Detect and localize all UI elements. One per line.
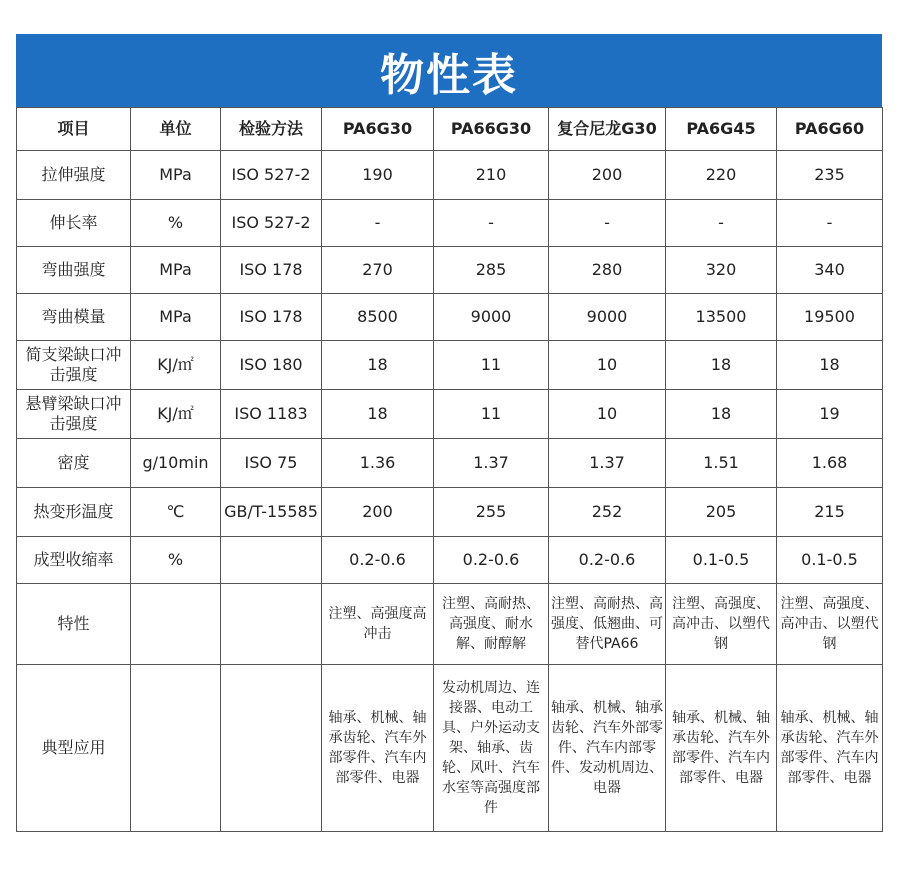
value-cell: 18 [322,390,434,439]
row-unit: KJ/㎡ [131,390,221,439]
value-cell: - [666,200,777,247]
row-unit: MPa [131,151,221,200]
value-cell: 340 [777,247,883,294]
value-cell: 1.36 [322,439,434,488]
row-item: 简支梁缺口冲击强度 [17,341,131,390]
table-row [17,247,883,294]
value-cell: 215 [777,488,883,537]
value-cell: 18 [666,390,777,439]
row-item: 密度 [17,439,131,488]
row-unit: % [131,200,221,247]
table-row [17,390,883,439]
value-cell: 255 [434,488,549,537]
row-method: ISO 527-2 [221,200,322,247]
value-cell: 8500 [322,294,434,341]
row-method: GB/T-15585 [221,488,322,537]
value-cell: 9000 [549,294,666,341]
row-method: ISO 75 [221,439,322,488]
value-cell: 11 [434,341,549,390]
value-cell: 19 [777,390,883,439]
value-cell: 270 [322,247,434,294]
row-method [221,584,322,665]
row-unit: % [131,537,221,584]
value-cell: 注塑、高强度高冲击 [322,584,434,665]
value-cell: 320 [666,247,777,294]
row-unit [131,584,221,665]
row-method [221,537,322,584]
value-cell: 200 [322,488,434,537]
row-method: ISO 527-2 [221,151,322,200]
value-cell: 252 [549,488,666,537]
value-cell: 1.51 [666,439,777,488]
value-cell: 18 [322,341,434,390]
row-unit [131,665,221,832]
value-cell: 注塑、高强度、高冲击、以塑代钢 [777,584,883,665]
value-cell: - [322,200,434,247]
row-method: ISO 1183 [221,390,322,439]
value-cell: 0.2-0.6 [434,537,549,584]
value-cell: 13500 [666,294,777,341]
row-unit: g/10min [131,439,221,488]
property-sheet [16,34,882,832]
value-cell: 发动机周边、连接器、电动工具、户外运动支架、轴承、齿轮、风叶、汽车水室等高强度部件 [434,665,549,832]
value-cell: 1.37 [434,439,549,488]
row-item: 弯曲强度 [17,247,131,294]
value-cell: 9000 [434,294,549,341]
table-row [17,584,883,665]
header-row [17,108,883,151]
value-cell: 220 [666,151,777,200]
value-cell: 11 [434,390,549,439]
value-cell: 0.2-0.6 [549,537,666,584]
value-cell: 注塑、高耐热、高强度、低翘曲、可替代PA66 [549,584,666,665]
table-row [17,151,883,200]
column-header: 检验方法 [221,108,322,151]
row-unit: KJ/㎡ [131,341,221,390]
column-header: 复合尼龙G30 [549,108,666,151]
value-cell: 19500 [777,294,883,341]
row-item: 伸长率 [17,200,131,247]
row-item: 成型收缩率 [17,537,131,584]
value-cell: - [434,200,549,247]
row-item: 弯曲模量 [17,294,131,341]
column-header: PA6G60 [777,108,883,151]
property-table [16,107,883,832]
value-cell: 205 [666,488,777,537]
value-cell: 轴承、机械、轴承齿轮、汽车外部零件、汽车内部零件、发动机周边、电器 [549,665,666,832]
value-cell: 0.1-0.5 [666,537,777,584]
value-cell: 0.1-0.5 [777,537,883,584]
row-method: ISO 178 [221,247,322,294]
table-row [17,294,883,341]
value-cell: - [549,200,666,247]
value-cell: 235 [777,151,883,200]
row-unit: MPa [131,294,221,341]
column-header: 单位 [131,108,221,151]
value-cell: 0.2-0.6 [322,537,434,584]
column-header: PA6G45 [666,108,777,151]
table-row [17,439,883,488]
column-header: PA6G30 [322,108,434,151]
table-row [17,488,883,537]
value-cell: 注塑、高耐热、高强度、耐水解、耐醇解 [434,584,549,665]
row-unit: ℃ [131,488,221,537]
row-method [221,665,322,832]
row-item: 特性 [17,584,131,665]
value-cell: 210 [434,151,549,200]
value-cell: 18 [777,341,883,390]
value-cell: 190 [322,151,434,200]
table-row [17,537,883,584]
row-item: 热变形温度 [17,488,131,537]
row-item: 典型应用 [17,665,131,832]
value-cell: 注塑、高强度、高冲击、以塑代钢 [666,584,777,665]
value-cell: 285 [434,247,549,294]
table-row [17,200,883,247]
column-header: PA66G30 [434,108,549,151]
value-cell: 200 [549,151,666,200]
value-cell: 1.68 [777,439,883,488]
page-title: 物性表 [16,34,882,107]
value-cell: 18 [666,341,777,390]
value-cell: 轴承、机械、轴承齿轮、汽车外部零件、汽车内部零件、电器 [666,665,777,832]
row-method: ISO 178 [221,294,322,341]
value-cell: 10 [549,390,666,439]
value-cell: - [777,200,883,247]
table-row [17,341,883,390]
column-header: 项目 [17,108,131,151]
row-unit: MPa [131,247,221,294]
value-cell: 轴承、机械、轴承齿轮、汽车外部零件、汽车内部零件、电器 [777,665,883,832]
row-item: 悬臂梁缺口冲击强度 [17,390,131,439]
value-cell: 1.37 [549,439,666,488]
row-item: 拉伸强度 [17,151,131,200]
value-cell: 280 [549,247,666,294]
row-method: ISO 180 [221,341,322,390]
value-cell: 轴承、机械、轴承齿轮、汽车外部零件、汽车内部零件、电器 [322,665,434,832]
table-row [17,665,883,832]
value-cell: 10 [549,341,666,390]
